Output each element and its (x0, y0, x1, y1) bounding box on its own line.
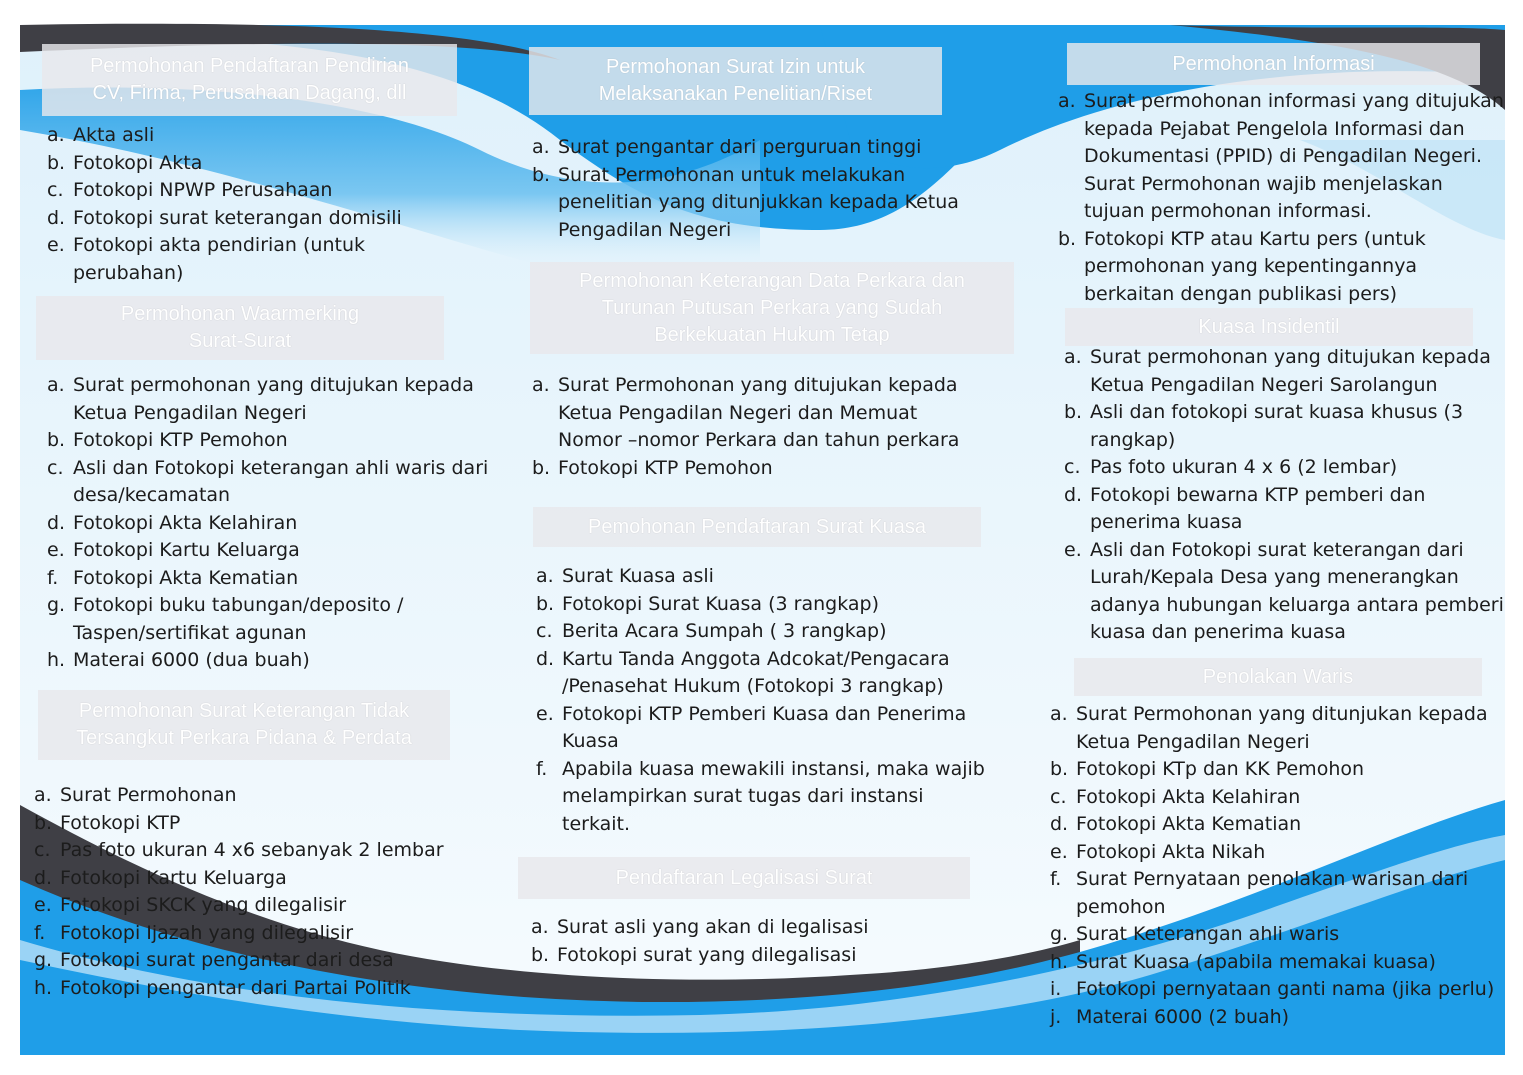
header-skck-perkara (38, 690, 450, 760)
header-surat-kuasa (533, 507, 981, 547)
list-item: c. Fotokopi Akta Kelahiran (1050, 785, 1301, 808)
list-skck-perkara (34, 782, 474, 1002)
header-legalisasi-title: Pendaftaran Legalisasi Surat (615, 866, 873, 889)
list-item: i. Fotokopi pernyataan ganti nama (jika perlu) (1050, 978, 1495, 1000)
list-item: e. Asli dan Fotokopi surat keterangan dari Lurah/Kepala Desa yang menerangkan adanya hubungan keluarga antara pemberi kuasa dan penerima kuasa (1064, 538, 1504, 643)
list-item: d. Fotokopi Akta Kematian (1050, 813, 1302, 835)
list-item: g. Surat Keterangan ahli waris (1050, 923, 1340, 945)
list-item: h. Fotokopi pengantar dari Partai Politik (34, 976, 411, 999)
list-item: b. Fotokopi KTP (34, 811, 181, 834)
list-item: a. Surat Permohonan (34, 784, 237, 806)
list-item: c. Pas foto ukuran 4 x6 sebanyak 2 lembar (34, 839, 444, 861)
list-item: b. Fotokopi surat yang dilegalisasi (531, 943, 857, 966)
list-item: b. Fotokopi Surat Kuasa (3 rangkap) (536, 592, 879, 615)
list-item: d. Fotokopi bewarna KTP pemberi dan penerima kuasa (1064, 483, 1426, 533)
header-data-perkara (530, 262, 1014, 354)
list-item: b. Asli dan fotokopi surat kuasa khusus (3 rangkap) (1064, 401, 1464, 451)
header-penolakan-waris-title: Penolakan Waris (1202, 665, 1354, 688)
list-item: e. Fotokopi KTP Pemberi Kuasa dan Penerima Kuasa (536, 702, 967, 752)
list-item: h. Materai 6000 (dua buah) (47, 649, 310, 671)
header-waarmerking-title: Permohonan Waarmerking Surat-Surat (120, 303, 360, 352)
list-item: a. Surat Permohonan yang ditujukan kepada Ketua Pengadilan Negeri dan Memuat Nomor –nomor Perkara dan tahun perkara (532, 374, 960, 451)
header-kuasa-insidentil-title: Kuasa Insidentil (1198, 315, 1340, 338)
list-izin-penelitian (532, 134, 992, 244)
header-permohonan-informasi (1067, 43, 1480, 85)
list-item: d. Fotokopi Akta Kelahiran (47, 511, 298, 534)
list-item: d. Kartu Tanda Anggota Adcokat/Pengacara /Penasehat Hukum (Fotokopi 3 rangkap) (536, 647, 950, 697)
header-kuasa-insidentil (1065, 308, 1473, 346)
list-item: c. Berita Acara Sumpah ( 3 rangkap) (536, 620, 887, 642)
list-item: g. Fotokopi surat pengantar dari desa (34, 949, 394, 971)
list-item: b. Fotokopi KTP atau Kartu pers (untuk permohonan yang kepentingannya berkaitan dengan publikasi pers) (1058, 227, 1426, 305)
list-legalisasi (531, 914, 971, 969)
list-item: a. Surat Kuasa asli (536, 565, 714, 587)
list-permohonan-informasi (1058, 88, 1508, 308)
list-surat-kuasa (536, 563, 1006, 838)
list-item: e. Fotokopi SKCK yang dilegalisir (34, 894, 347, 916)
header-permohonan-informasi-title: Permohonan Informasi (1172, 52, 1375, 75)
list-item: c. Asli dan Fotokopi keterangan ahli waris dari desa/kecamatan (47, 456, 489, 506)
header-waarmerking (36, 296, 444, 360)
list-item: a. Surat permohonan yang ditujukan kepada Ketua Pengadilan Negeri Sarolangun (1064, 346, 1491, 396)
list-item: b. Fotokopi KTp dan KK Pemohon (1050, 758, 1365, 780)
list-item: a. Surat permohonan yang ditujukan kepada Ketua Pengadilan Negeri (47, 374, 474, 424)
list-item: b. Fotokopi KTP Pemohon (47, 429, 288, 451)
header-izin-penelitian (529, 47, 942, 115)
list-item: f. Fotokopi Akta Kematian (47, 566, 299, 589)
list-item: c. Pas foto ukuran 4 x 6 (2 lembar) (1064, 456, 1398, 478)
list-item: e. Fotokopi Akta Nikah (1050, 840, 1266, 863)
list-item: a. Surat asli yang akan di legalisasi (531, 916, 869, 938)
list-item: a. Surat permohonan informasi yang ditujukan kepada Pejabat Pengelola Informasi dan Dokumentasi (PPID) di Pengadilan Negeri. Surat Permohonan wajib menjelaskan tujuan permohonan informasi. (1058, 90, 1504, 222)
header-skck-perkara-title: Permohonan Surat Keterangan Tidak Tersangkut Perkara Pidana & Perdata (76, 700, 412, 749)
list-item: e. Fotokopi akta pendirian (untuk perubahan) (47, 234, 365, 284)
list-item: b. Fotokopi Akta (47, 151, 203, 174)
list-data-perkara (532, 372, 1002, 482)
list-item: d. Fotokopi surat keterangan domisili (47, 206, 402, 229)
list-waarmerking (47, 372, 507, 675)
list-item: a. Surat pengantar dari perguruan tinggi (532, 136, 922, 158)
list-item: b. Surat Permohonan untuk melakukan penelitian yang ditunjukkan kepada Ketua Pengadilan Negeri (532, 163, 959, 241)
list-item: d. Fotokopi Kartu Keluarga (34, 866, 287, 889)
list-item: a. Surat Permohonan yang ditunjukan kepada Ketua Pengadilan Negeri (1050, 703, 1488, 753)
header-surat-kuasa-title: Pemohonan Pendaftaran Surat Kuasa (587, 515, 927, 538)
list-item: f. Fotokopi Ijazah yang dilegalisir (34, 921, 354, 944)
list-item: h. Surat Kuasa (apabila memakai kuasa) (1050, 950, 1436, 973)
header-pendirian-cv-title: Permohonan Pendaftaran Pendirian CV, Firma, Perusahaan Dagang, dll (89, 55, 410, 104)
header-data-perkara-title: Permohonan Keterangan Data Perkara dan Turunan Putusan Perkara yang Sudah Berkekuatan Hukum Tetap (579, 269, 965, 346)
list-item: c. Fotokopi NPWP Perusahaan (47, 179, 333, 201)
list-item: a. Akta asli (47, 124, 155, 146)
list-item: f. Surat Pernyataan penolakan warisan dari pemohon (1050, 868, 1469, 918)
list-item: f. Apabila kuasa mewakili instansi, maka wajib melampirkan surat tugas dari instansi terkait. (536, 757, 985, 835)
header-pendirian-cv (42, 44, 457, 116)
list-item: j. Materai 6000 (2 buah) (1050, 1005, 1290, 1028)
list-item: e. Fotokopi Kartu Keluarga (47, 539, 300, 561)
list-item: g. Fotokopi buku tabungan/deposito / Taspen/sertifikat agunan (47, 594, 404, 644)
list-item: b. Fotokopi KTP Pemohon (532, 456, 773, 479)
list-kuasa-insidentil (1064, 344, 1510, 647)
header-izin-penelitian-title: Permohonan Surat Izin untuk Melaksanakan Penelitian/Riset (598, 56, 873, 105)
list-penolakan-waris (1050, 701, 1510, 1031)
list-pendirian-cv (47, 122, 467, 287)
header-legalisasi (518, 857, 970, 899)
header-penolakan-waris (1074, 658, 1482, 696)
